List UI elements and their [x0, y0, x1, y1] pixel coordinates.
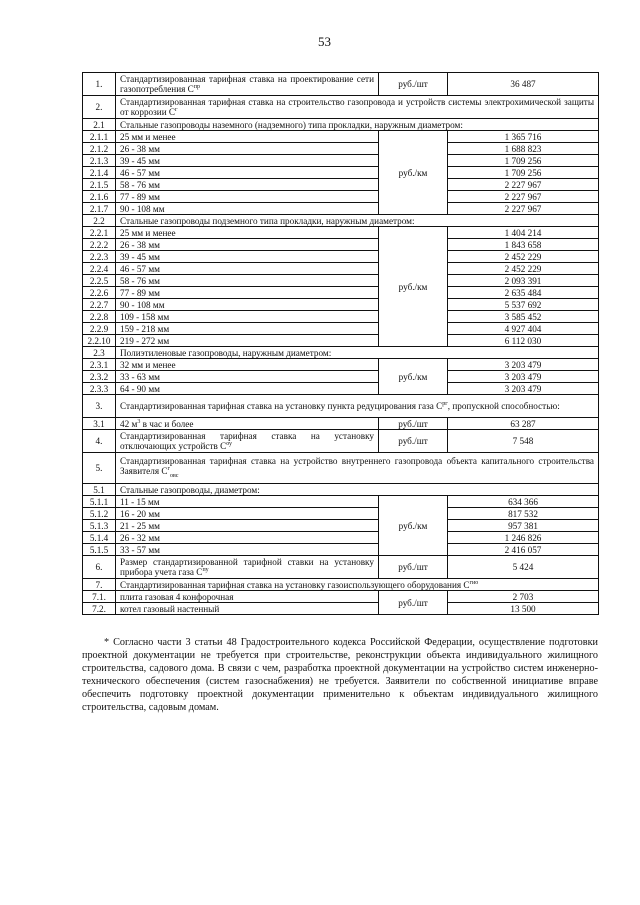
row-description: 219 - 272 мм	[116, 335, 379, 347]
table-row	[83, 335, 599, 347]
row-description: Стальные газопроводы подземного типа прокладки, наружным диаметром:	[116, 215, 599, 227]
row-description: 77 - 89 мм	[116, 191, 379, 203]
table-row	[83, 508, 599, 520]
value-cell: 1 688 823	[448, 143, 599, 155]
value-cell: 3 203 479	[448, 359, 599, 371]
value-cell: 2 452 229	[448, 263, 599, 275]
row-number: 2.1.7	[83, 203, 116, 215]
row-description: 39 - 45 мм	[116, 251, 379, 263]
superscript: г	[175, 106, 178, 113]
row-number: 2.2	[83, 215, 116, 227]
row-description: 46 - 57 мм	[116, 167, 379, 179]
row-description: Стандартизированная тарифная ставка на установку отключающих устройств $С^{оу}$	[116, 430, 379, 453]
row-number: 3.1	[83, 418, 116, 430]
table-row	[83, 179, 599, 191]
table-row	[83, 371, 599, 383]
row-number: 7.1.	[83, 591, 116, 603]
row-number: 2.1.3	[83, 155, 116, 167]
section-row	[83, 347, 599, 359]
table-row	[83, 143, 599, 155]
footnote: * Согласно части 3 статьи 48 Градостроительного кодекса Российской Федерации, осуществление подготовки проектной документации не требуется при строительстве, реконструкции объекта индивидуального жилищного строительства, садового дома. В связи с чем, разработка проектной документации на устройство систем инженерно-технического обеспечения (систем газоснабжения) не требуется. Заявители по собственной инициативе вправе обеспечить подготовку проектной документации применительно к объектам индивидуального жилищного строительства, садовым домам.	[82, 637, 598, 714]
row-number: 2.1	[83, 119, 116, 131]
table-row	[83, 275, 599, 287]
row-description: Размер стандартизированной тарифной ставки на установку прибора учета газа $С^{пу}$	[116, 556, 379, 579]
row-number: 5.1.3	[83, 520, 116, 532]
value-cell: 1 246 826	[448, 532, 599, 544]
row-description: 16 - 20 мм	[116, 508, 379, 520]
value-cell: 2 227 967	[448, 191, 599, 203]
value-cell: 3 585 452	[448, 311, 599, 323]
unit-cell: руб./шт	[379, 73, 448, 96]
row-number: 5.	[83, 453, 116, 484]
value-cell: 4 927 404	[448, 323, 599, 335]
row-number: 5.1.1	[83, 496, 116, 508]
superscript: 3	[137, 418, 141, 425]
row-number: 1.	[83, 73, 116, 96]
table-row	[83, 73, 599, 96]
unit-cell: руб./км	[379, 227, 448, 347]
row-number: 2.2.10	[83, 335, 116, 347]
row-description: котел газовый настенный	[116, 603, 379, 615]
table-row	[83, 251, 599, 263]
row-description: 26 - 32 мм	[116, 532, 379, 544]
row-number: 2.2.7	[83, 299, 116, 311]
row-number: 2.2.6	[83, 287, 116, 299]
table-row	[83, 418, 599, 430]
row-number: 5.1	[83, 484, 116, 496]
value-cell: 5 537 692	[448, 299, 599, 311]
row-number: 2.2.2	[83, 239, 116, 251]
row-description: 58 - 76 мм	[116, 275, 379, 287]
row-number: 2.2.8	[83, 311, 116, 323]
value-cell: 6 112 030	[448, 335, 599, 347]
row-description: Стандартизированная тарифная ставка на установку пункта редуцирования газа $С^{рг}$, пропускной способностью:	[116, 395, 599, 418]
row-number: 2.2.4	[83, 263, 116, 275]
table-row	[83, 227, 599, 239]
value-cell: 2 227 967	[448, 203, 599, 215]
row-number: 2.1.6	[83, 191, 116, 203]
row-description: 25 мм и менее	[116, 227, 379, 239]
row-description: 46 - 57 мм	[116, 263, 379, 275]
row-description: Стальные газопроводы, диаметром:	[116, 484, 599, 496]
table-row	[83, 167, 599, 179]
table-row	[83, 383, 599, 395]
page-number: 53	[318, 34, 331, 49]
unit-cell: руб./км	[379, 496, 448, 556]
value-cell: 63 287	[448, 418, 599, 430]
row-description: 109 - 158 мм	[116, 311, 379, 323]
row-description: 90 - 108 мм	[116, 299, 379, 311]
row-number: 5.1.2	[83, 508, 116, 520]
table-row	[83, 359, 599, 371]
row-description: 159 - 218 мм	[116, 323, 379, 335]
row-description: Стандартизированная тарифная ставка на устройство внутреннего газопровода объекта капитального строительства Заявителя $С^г_{овс}$	[116, 453, 599, 484]
row-number: 2.2.1	[83, 227, 116, 239]
row-number: 5.1.5	[83, 544, 116, 556]
value-cell: 1 843 658	[448, 239, 599, 251]
table-row	[83, 287, 599, 299]
row-description: 77 - 89 мм	[116, 287, 379, 299]
section-row	[83, 579, 599, 591]
row-description: 58 - 76 мм	[116, 179, 379, 191]
table-row	[83, 299, 599, 311]
value-cell: 5 424	[448, 556, 599, 579]
value-cell: 1 709 256	[448, 155, 599, 167]
value-cell: 1 404 214	[448, 227, 599, 239]
row-description: Стандартизированная тарифная ставка на проектирование сети газопотребления $С^{пр}$	[116, 73, 379, 96]
unit-cell: руб./км	[379, 359, 448, 395]
row-number: 7.	[83, 579, 116, 591]
table-row	[83, 496, 599, 508]
row-number: 2.	[83, 96, 116, 119]
value-cell: 2 416 057	[448, 544, 599, 556]
row-description: 25 мм и менее	[116, 131, 379, 143]
row-description: плита газовая 4 конфорочная	[116, 591, 379, 603]
row-number: 7.2.	[83, 603, 116, 615]
row-number: 2.3.1	[83, 359, 116, 371]
table-row	[83, 263, 599, 275]
row-description: Стальные газопроводы наземного (надземного) типа прокладки, наружным диаметром:	[116, 119, 599, 131]
section-row	[83, 484, 599, 496]
table-row	[83, 591, 599, 603]
row-description: Полиэтиленовые газопроводы, наружным диаметром:	[116, 347, 599, 359]
value-cell: 2 093 391	[448, 275, 599, 287]
tariff-table	[82, 72, 599, 615]
value-cell: 2 452 229	[448, 251, 599, 263]
row-number: 2.3.2	[83, 371, 116, 383]
row-number: 2.1.5	[83, 179, 116, 191]
table-row	[83, 155, 599, 167]
table-row	[83, 191, 599, 203]
table-row	[83, 556, 599, 579]
row-description: 26 - 38 мм	[116, 239, 379, 251]
superscript: пу	[202, 566, 209, 573]
value-cell: 817 532	[448, 508, 599, 520]
value-cell: 957 381	[448, 520, 599, 532]
row-description: 11 - 15 мм	[116, 496, 379, 508]
table-row	[83, 203, 599, 215]
row-description: 32 мм и менее	[116, 359, 379, 371]
value-cell: 2 703	[448, 591, 599, 603]
subscript: овс	[169, 472, 179, 479]
row-description: 26 - 38 мм	[116, 143, 379, 155]
section-row	[83, 395, 599, 418]
superscript: оу	[226, 440, 233, 447]
table-row	[83, 520, 599, 532]
row-number: 2.3.3	[83, 383, 116, 395]
value-cell: 7 548	[448, 430, 599, 453]
table-row	[83, 603, 599, 615]
row-number: 2.1.1	[83, 131, 116, 143]
row-description: 39 - 45 мм	[116, 155, 379, 167]
table-row	[83, 430, 599, 453]
row-number: 2.3	[83, 347, 116, 359]
section-row	[83, 453, 599, 484]
value-cell: 3 203 479	[448, 383, 599, 395]
row-description: 33 - 57 мм	[116, 544, 379, 556]
table-row	[83, 323, 599, 335]
table-row	[83, 239, 599, 251]
row-number: 3.	[83, 395, 116, 418]
value-cell: 36 487	[448, 73, 599, 96]
row-number: 2.2.3	[83, 251, 116, 263]
value-cell: 13 500	[448, 603, 599, 615]
value-cell: 2 635 484	[448, 287, 599, 299]
row-number: 6.	[83, 556, 116, 579]
value-cell: 2 227 967	[448, 179, 599, 191]
row-description: 33 - 63 мм	[116, 371, 379, 383]
row-number: 2.2.9	[83, 323, 116, 335]
unit-cell: руб./шт	[379, 418, 448, 430]
value-cell: 1 365 716	[448, 131, 599, 143]
table-row	[83, 544, 599, 556]
row-description: 42 $м^3$ в час и более	[116, 418, 379, 430]
unit-cell: руб./шт	[379, 556, 448, 579]
unit-cell: руб./км	[379, 131, 448, 215]
table-row	[83, 311, 599, 323]
row-number: 5.1.4	[83, 532, 116, 544]
section-row	[83, 96, 599, 119]
table-row	[83, 131, 599, 143]
section-row	[83, 215, 599, 227]
value-cell: 3 203 479	[448, 371, 599, 383]
unit-cell: руб./шт	[379, 430, 448, 453]
section-row	[83, 119, 599, 131]
row-number: 2.1.2	[83, 143, 116, 155]
superscript: гио	[469, 579, 479, 586]
row-description: 64 - 90 мм	[116, 383, 379, 395]
row-description: 21 - 25 мм	[116, 520, 379, 532]
row-description: Стандартизированная тарифная ставка на установку газоиспользующего оборудования $С^{гио}$	[116, 579, 599, 591]
value-cell: 1 709 256	[448, 167, 599, 179]
row-number: 2.2.5	[83, 275, 116, 287]
row-description: 90 - 108 мм	[116, 203, 379, 215]
superscript: г	[167, 465, 170, 472]
table-row	[83, 532, 599, 544]
row-description: Стандартизированная тарифная ставка на строительство газопровода и устройств системы электрохимической защиты от коррозии $С^г$	[116, 96, 599, 119]
unit-cell: руб./шт	[379, 591, 448, 615]
superscript: пр	[193, 83, 201, 90]
superscript: рг	[442, 400, 448, 407]
row-number: 4.	[83, 430, 116, 453]
row-number: 2.1.4	[83, 167, 116, 179]
value-cell: 634 366	[448, 496, 599, 508]
